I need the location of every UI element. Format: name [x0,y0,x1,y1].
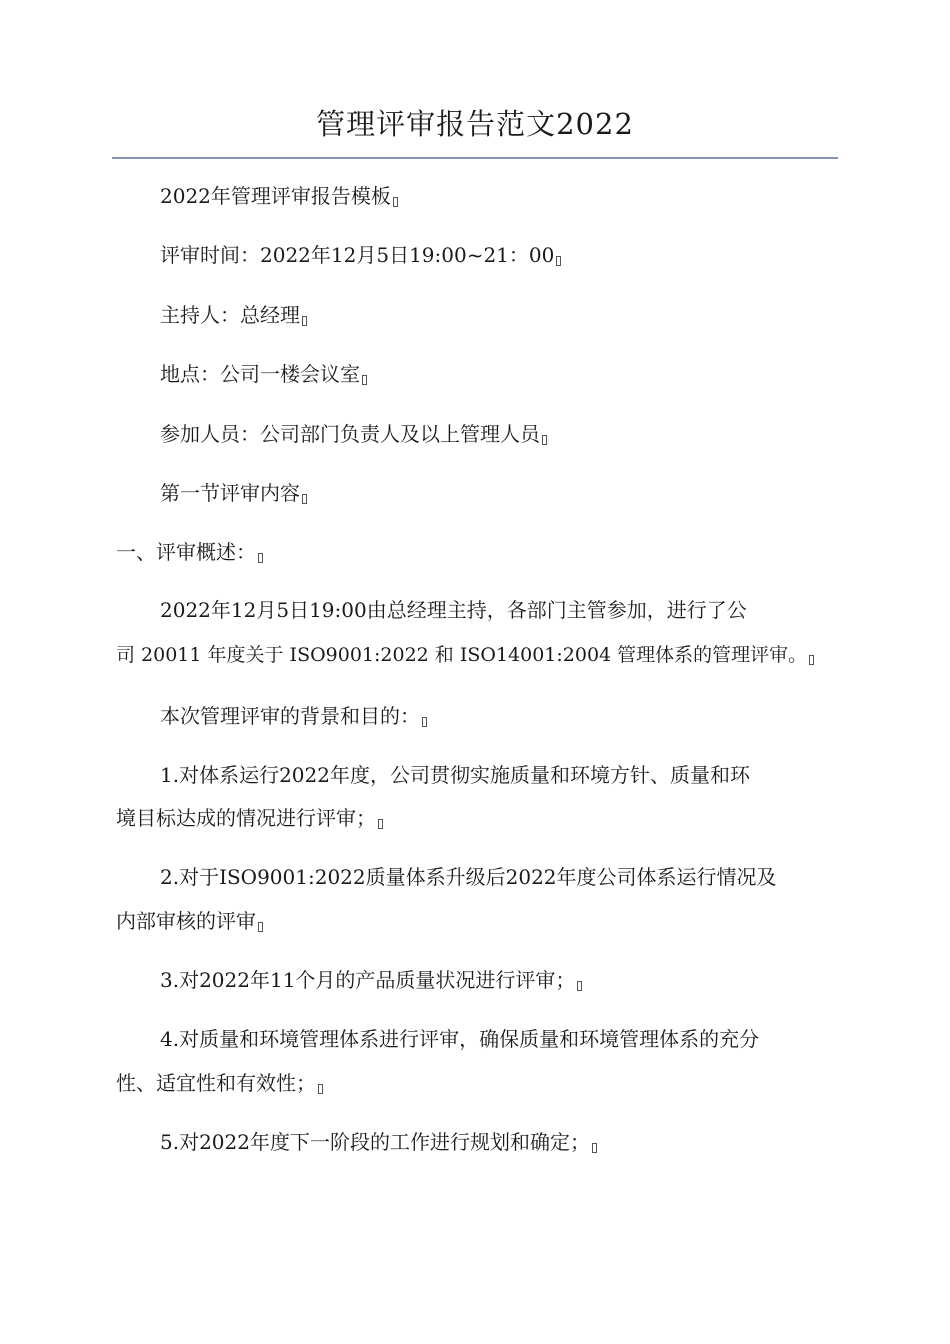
line-purpose-3: 3.对2022年11个月的产品质量状况进行评审； [160,966,920,994]
paragraph-mark-icon [577,981,582,991]
line-purpose-5: 5.对2022年度下一阶段的工作进行规划和确定； [160,1128,920,1156]
document-title: 管理评审报告范文2022 [316,107,634,141]
paragraph-mark-icon [258,922,263,932]
line-host: 主持人：总经理 [160,301,920,329]
paragraph-mark-icon [302,494,307,504]
paragraph-mark-icon [422,717,427,727]
paragraph-mark-icon [542,435,547,445]
paragraph-mark-icon [362,375,367,385]
line-location: 地点：公司一楼会议室 [160,360,920,388]
line-purpose-heading: 本次管理评审的背景和目的： [160,702,920,730]
paragraph-mark-icon [318,1084,323,1094]
line-participants: 参加人员：公司部门负责人及以上管理人员 [160,420,920,448]
paragraph-mark-icon [556,256,561,266]
line-purpose-4b: 性、适宜性和有效性； [116,1069,876,1097]
line-overview-body-2: 司 20011 年度关于 ISO9001:2022 和 ISO14001:2004 管理体系的管理评审。 [116,641,876,669]
paragraph-mark-icon [302,316,307,326]
line-review-time: 评审时间：2022年12月5日19:00~21：00 [160,241,920,269]
paragraph-mark-icon [258,553,263,563]
line-overview-body-1: 2022年12月5日19:00由总经理主持，各部门主管参加，进行了公 [160,598,747,622]
line-purpose-1a: 1.对体系运行2022年度，公司贯彻实施质量和环境方针、质量和环 [160,763,750,787]
line-template-title: 2022年管理评审报告模板 [160,182,920,210]
line-purpose-1b: 境目标达成的情况进行评审； [116,804,876,832]
line-overview-heading: 一、评审概述： [116,538,876,566]
paragraph-mark-icon [809,655,814,665]
paragraph-mark-icon [592,1143,597,1153]
line-purpose-4a: 4.对质量和环境管理体系进行评审，确保质量和环境管理体系的充分 [160,1027,760,1051]
paragraph-mark-icon [393,197,398,207]
title-underline [112,157,838,159]
line-section-heading: 第一节评审内容 [160,479,920,507]
line-purpose-2a: 2.对于ISO9001:2022质量体系升级后2022年度公司体系运行情况及 [160,865,777,889]
line-purpose-2b: 内部审核的评审 [116,907,876,935]
paragraph-mark-icon [378,819,383,829]
